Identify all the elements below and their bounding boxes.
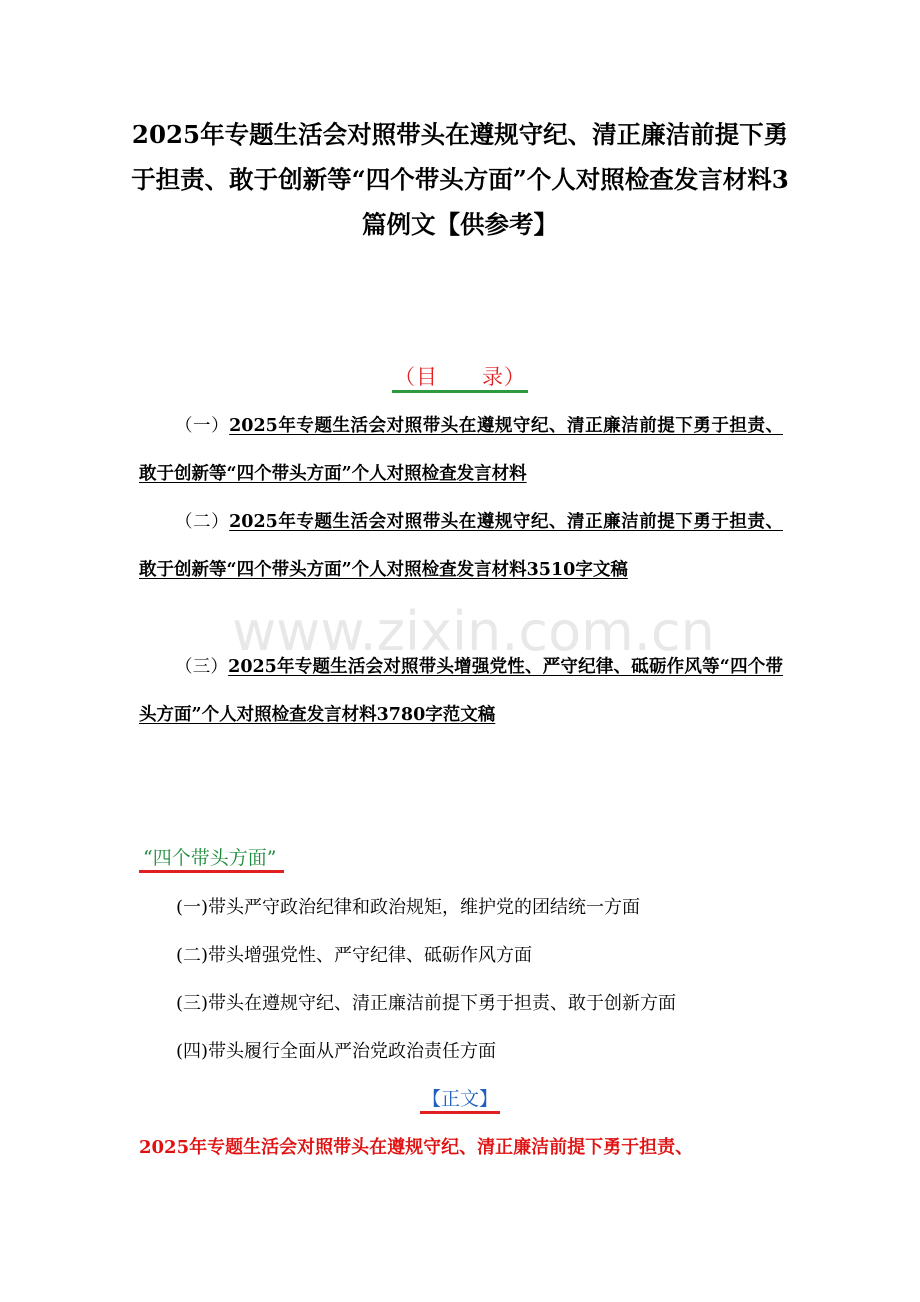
four-aspects-heading-label: “四个带头方面” [139, 847, 284, 873]
list-item: (三)带头在遵规守纪、清正廉洁前提下勇于担责、敢于创新方面 [176, 993, 677, 1014]
list-item: (一)带头严守政治纪律和政治规矩，维护党的团结统一方面 [176, 897, 641, 918]
toc-item-link[interactable]: 2025年专题生活会对照带头在遵规守纪、清正廉洁前提下勇于担责、敢于创新等“四个带头方面”个人对照检查发言材料3510字文稿 [139, 512, 783, 580]
toc-item [139, 402, 783, 498]
toc-item-number: （二） [175, 512, 230, 532]
section-title: 2025年专题生活会对照带头在遵规守纪、清正廉洁前提下勇于担责、 [139, 1137, 694, 1158]
toc-heading [0, 360, 920, 394]
body-heading-label: 【正文】 [420, 1088, 500, 1114]
watermark: www.zixin.com.cn [232, 600, 715, 663]
toc-item-number: （三） [175, 657, 229, 677]
document-title: 2025年专题生活会对照带头在遵规守纪、清正廉洁前提下勇于担责、敢于创新等“四个带头方面”个人对照检查发言材料3篇例文【供参考】 [131, 120, 789, 239]
toc-item-link[interactable]: 2025年专题生活会对照带头在遵规守纪、清正廉洁前提下勇于担责、敢于创新等“四个带头方面”个人对照检查发言材料 [139, 416, 783, 484]
toc-item-number: （一） [175, 416, 230, 436]
four-aspects-heading [139, 842, 284, 874]
toc-heading-label: （目 录） [392, 365, 528, 393]
list-item: (二)带头增强党性、严守纪律、砥砺作风方面 [176, 945, 533, 966]
body-heading [0, 1083, 920, 1115]
list-item: (四)带头履行全面从严治党政治责任方面 [176, 1041, 497, 1062]
toc-item-link[interactable]: 2025年专题生活会对照带头增强党性、严守纪律、砥砺作风等“四个带头方面”个人对照检查发言材料3780字范文稿 [139, 657, 783, 725]
toc-item [139, 498, 783, 594]
